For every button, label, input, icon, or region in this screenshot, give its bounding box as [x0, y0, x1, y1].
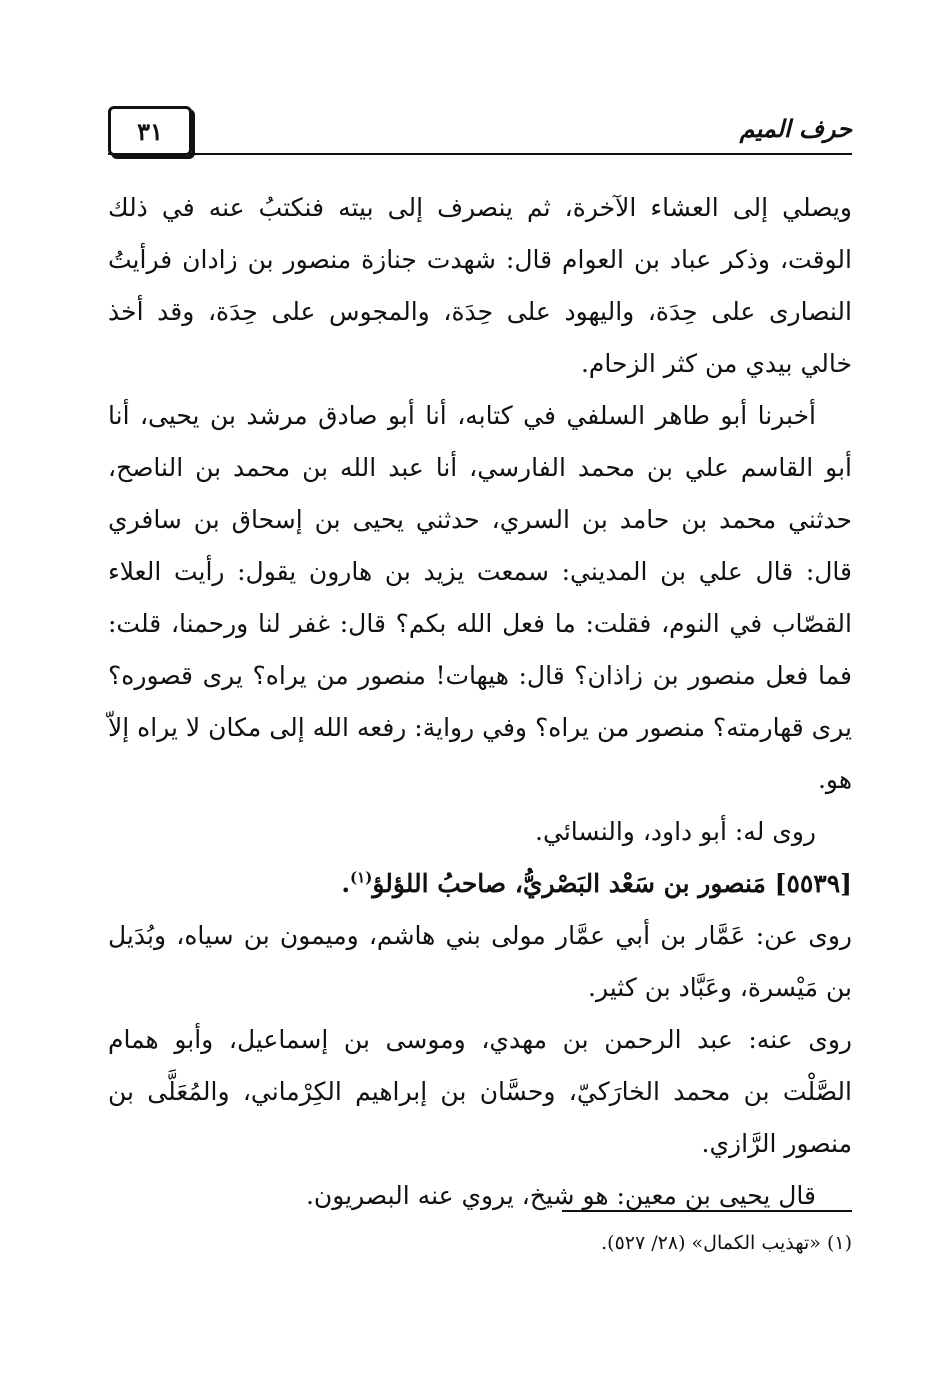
footnote-divider	[562, 1210, 852, 1212]
page-number: ٣١	[108, 106, 192, 156]
entry-heading-end: .	[341, 869, 351, 898]
paragraph-5: روى عنه: عبد الرحمن بن مهدي، وموسى بن إسماعيل، وأبو همام الصَّلْت بن محمد الخارَكيّ، وحسَّان بن إبراهيم الكِرْماني، والمُعَلَّى بن منصور الرَّازي.	[108, 1025, 852, 1158]
paragraph-1: ويصلي إلى العشاء الآخرة، ثم ينصرف إلى بيته فنكتبُ عنه في ذلك الوقت، وذكر عباد بن العوام قال: شهدت جنازة منصور بن زادان فرأيتُ النصارى على حِدَة، واليهود على حِدَة، والمجوس على حِدَة، وقد أخذ خالي بيدي من كثر الزحام.	[108, 193, 852, 378]
entry-heading-text: [٥٥٣٩] مَنصور بن سَعْد البَصْريُّ، صاحبُ اللؤلؤ	[372, 869, 852, 898]
paragraph-6: قال يحيى بن معين: هو شيخ، يروي عنه البصريون.	[305, 1181, 816, 1210]
entry-heading	[108, 858, 852, 910]
footnote: (١) «تهذيب الكمال» (٢٨/ ٥٢٧).	[601, 1232, 852, 1254]
paragraph-3: روى له: أبو داود، والنسائي.	[535, 817, 816, 846]
paragraph-2: أخبرنا أبو طاهر السلفي في كتابه، أنا أبو صادق مرشد بن يحيى، أنا أبو القاسم علي بن محمد الفارسي، أنا عبد الله بن محمد بن الناصح، حدثني محمد بن حامد بن السري، حدثني يحيى بن إسحاق بن سافري قال: قال علي بن المديني: سمعت يزيد بن هارون يقول: رأيت العلاء القصّاب في النوم، فقلت: ما فعل الله بكم؟ قال: غفر لنا ورحمنا، قلت: فما فعل منصور بن زاذان؟ قال: هيهات! منصور من يراه؟ يرى قصوره؟ يرى قهارمته؟ منصور من يراه؟ وفي رواية: رفعه الله إلى مكان لا يراه إلاّ هو.	[108, 401, 852, 794]
page-header	[108, 100, 852, 156]
chapter-title: حرف الميم	[739, 114, 852, 143]
paragraph-4: روى عن: عَمَّار بن أبي عمَّار مولى بني هاشم، وميمون بن سياه، وبُدَيل بن مَيْسرة، وعَبَّاد بن كثير.	[108, 921, 852, 1002]
header-divider	[108, 153, 852, 155]
main-text	[108, 182, 852, 1222]
footnote-ref[interactable]: (١)	[350, 868, 373, 887]
